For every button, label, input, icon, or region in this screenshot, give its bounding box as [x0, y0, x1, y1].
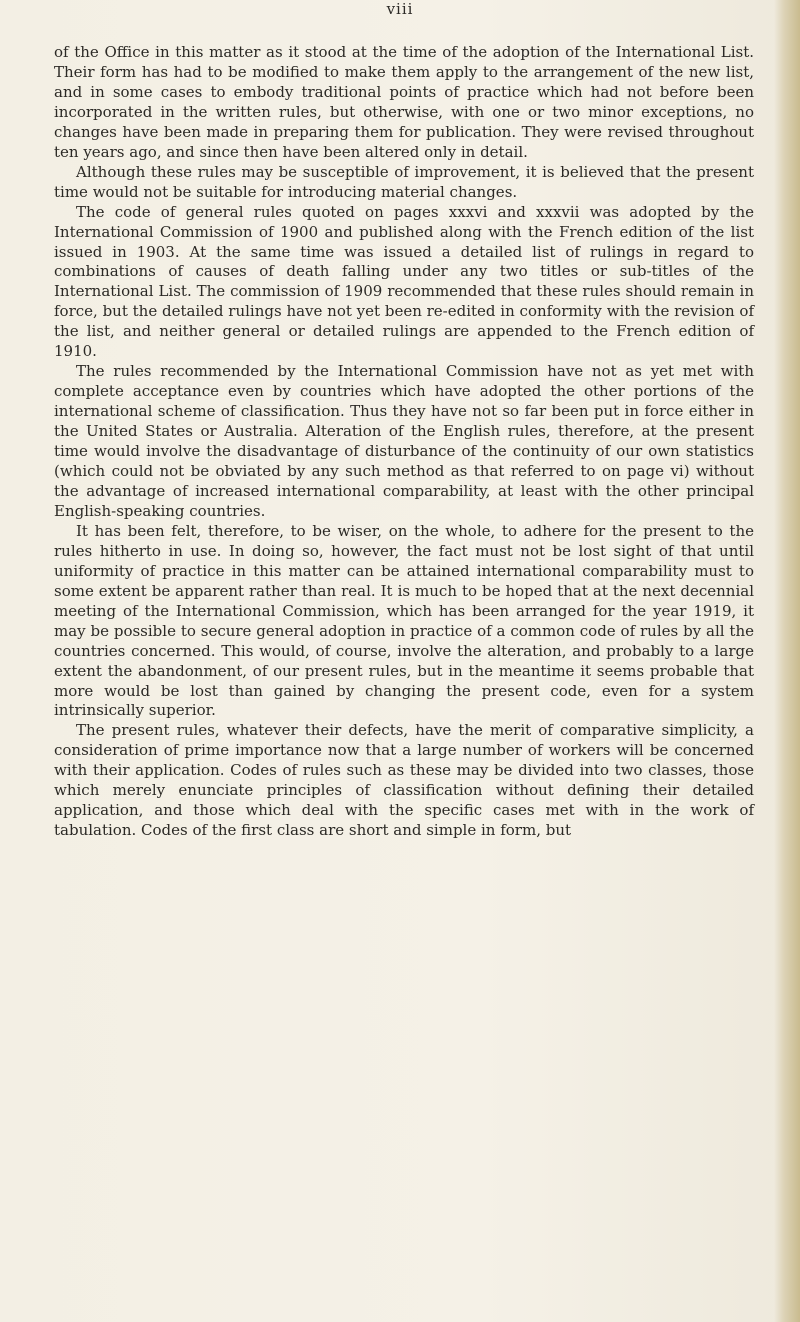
page-edge-shadow: [774, 0, 800, 1322]
paragraph: It has been felt, therefore, to be wiser, on the whole, to adhere for the present to the rules hitherto in use. In doing so, however, the fact must not be lost sight of that until uniformity of practice in this matter can be attained international comparability must to some extent be apparent rather than real. It is much to be hoped that at the next decennial meeting of the International Commission, which has been arranged for the year 1919, it may be possible to secure general adoption in practice of a common code of rules by all the countries concerned. This would, of course, involve the alteration, and probably to a large extent the abandonment, of our present rules, but in the meantime it seems probable that more would be lost than gained by changing the present code, even for a system intrinsically superior.: [54, 521, 754, 720]
body-text: [54, 43, 754, 841]
paragraph: The code of general rules quoted on pages xxxvi and xxxvii was adopted by the International Commission of 1900 and published along with the French edition of the list issued in 1903. At the same time was issued a detailed list of rulings in regard to combinations of causes of death falling under any two titles or sub-titles of the International List. The commission of 1909 recommended that these rules should remain in force, but the detailed rulings have not yet been re-edited in conformity with the revision of the list, and neither general or detailed rulings are appended to the French edition of 1910.: [54, 202, 754, 361]
page-number: viii: [386, 0, 414, 18]
paragraph: The rules recommended by the International Commission have not as yet met with complete acceptance even by countries which have adopted the other portions of the international scheme of classification. Thus they have not so far been put in force either in the United States or Australia. Alteration of the English rules, therefore, at the present time would involve the disadvantage of disturbance of the continuity of our own statistics (which could not be obviated by any such method as that referred to on page vi) without the advantage of increased international comparability, at least with the other principal English-speaking countries.: [54, 362, 754, 520]
paragraph: Although these rules may be susceptible of improvement, it is believed that the present time would not be suitable for introducing material changes.: [54, 162, 754, 201]
paragraph: The present rules, whatever their defects, have the merit of comparative simplicity, a consideration of prime importance now that a large number of workers will be concerned with their application. Codes of rules such as these may be divided into two classes, those which merely enunciate principles of classification without defining their detailed application, and those which deal with the specific cases met with in the work of tabulation. Codes of the first class are short and simple in form, but: [54, 721, 754, 840]
paragraph: of the Office in this matter as it stood at the time of the adoption of the International List. Their form has had to be modified to make them apply to the arrangement of the new list, and in some cases to embody traditional points of practice which had not before been incorporated in the written rules, but otherwise, with one or two minor exceptions, no changes have been made in preparing them for publication. They were revised throughout ten years ago, and since then have been altered only in detail.: [54, 43, 754, 161]
